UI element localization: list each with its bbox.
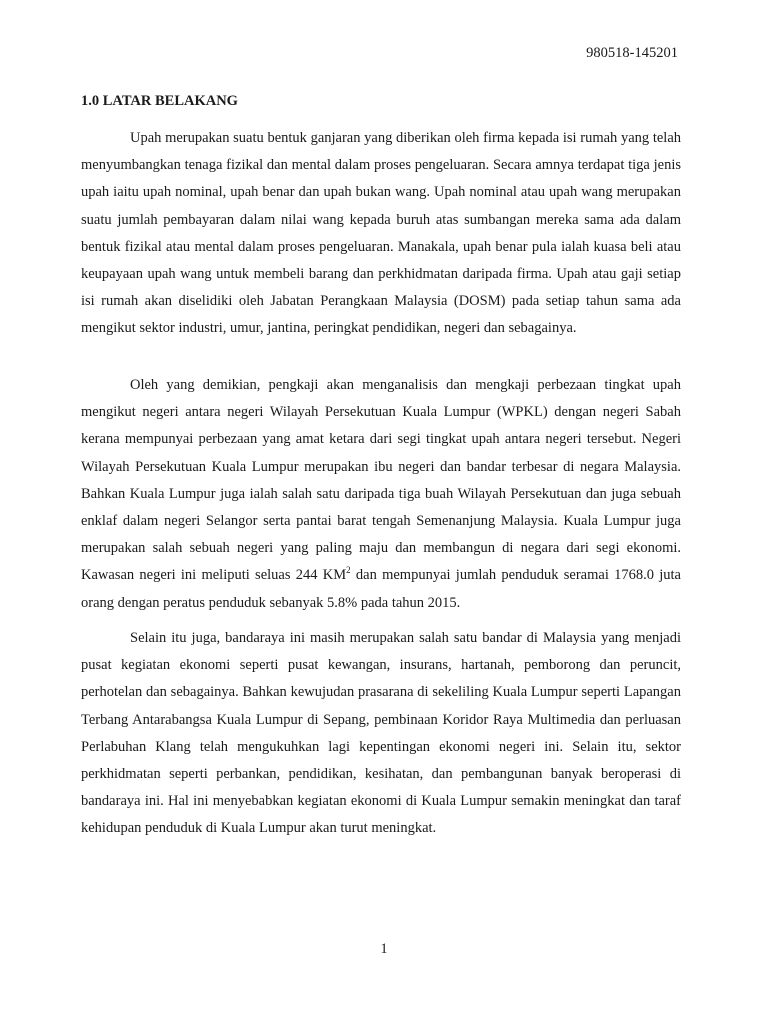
page-number: 1 (380, 941, 388, 957)
paragraph-text-segment: Oleh yang demikian, pengkaji akan menganalisis dan mengkaji perbezaan tingkat upah mengikut negeri antara negeri Wilayah Persekutuan Kuala Lumpur (WPKL) dengan negeri Sabah kerana mempunyai perbezaan yang amat ketara dari segi tingkat upah antara negeri tersebut. Negeri Wilayah Persekutuan Kuala Lumpur merupakan ibu negeri dan bandar terbesar di negara Malaysia. Bahkan Kuala Lumpur juga ialah salah satu daripada tiga buah Wilayah Persekutuan dan juga sebuah enklaf dalam negeri Selangor serta pantai barat tengah Semenanjung Malaysia. Kuala Lumpur juga merupakan salah sebuah negeri yang paling maju dan membangun di negara dari segi ekonomi. Kawasan negeri ini meliputi seluas 244 KM (81, 377, 681, 584)
student-id: 980518-145201 (586, 45, 678, 61)
paragraph-text-segment: dan mempunyai jumlah penduduk seramai 1768.0 juta orang dengan peratus penduduk sebanyak 5.8% pada tahun 2015. (81, 567, 681, 611)
paragraph-upah-definition: Upah merupakan suatu bentuk ganjaran yang diberikan oleh firma kepada isi rumah yang telah menyumbangkan tenaga fizikal dan mental dalam proses pengeluaran. Secara amnya terdapat tiga jenis upah iaitu upah nominal, upah benar dan upah bukan wang. Upah nominal atau upah wang merupakan suatu jumlah pembayaran dalam nilai wang kepada buruh atas sumbangan mereka sama ada dalam bentuk fizikal atau mental dalam proses pengeluaran. Manakala, upah benar pula ialah kuasa beli atau keupayaan upah wang untuk membeli barang dan perkhidmatan daripada firma. Upah atau gaji setiap isi rumah akan diselidiki oleh Jabatan Perangkaan Malaysia (DOSM) pada setiap tahun sama ada mengikut sektor industri, umur, jantina, peringkat pendidikan, negeri dan sebagainya. (81, 130, 681, 337)
paragraph-kuala-lumpur-background (81, 372, 681, 617)
paragraph-economic-activities: Selain itu juga, bandaraya ini masih merupakan salah satu bandar di Malaysia yang menjadi pusat kegiatan ekonomi seperti pusat kewangan, insurans, hartanah, pemborong dan peruncit, perhotelan dan sebagainya. Bahkan kewujudan prasarana di sekeliling Kuala Lumpur seperti Lapangan Terbang Antarabangsa Kuala Lumpur di Sepang, pembinaan Koridor Raya Multimedia dan perluasan Perlabuhan Klang telah mengukuhkan lagi kepentingan ekonomi negeri ini. Selain itu, sektor perkhidmatan seperti perbankan, pendidikan, kesihatan, dan pembangunan banyak beroperasi di bandaraya ini. Hal ini menyebabkan kegiatan ekonomi di Kuala Lumpur semakin meningkat dan taraf kehidupan penduduk di Kuala Lumpur akan turut meningkat. (81, 630, 681, 837)
superscript-exponent: 2 (346, 565, 351, 576)
section-heading: 1.0 LATAR BELAKANG (81, 93, 238, 109)
